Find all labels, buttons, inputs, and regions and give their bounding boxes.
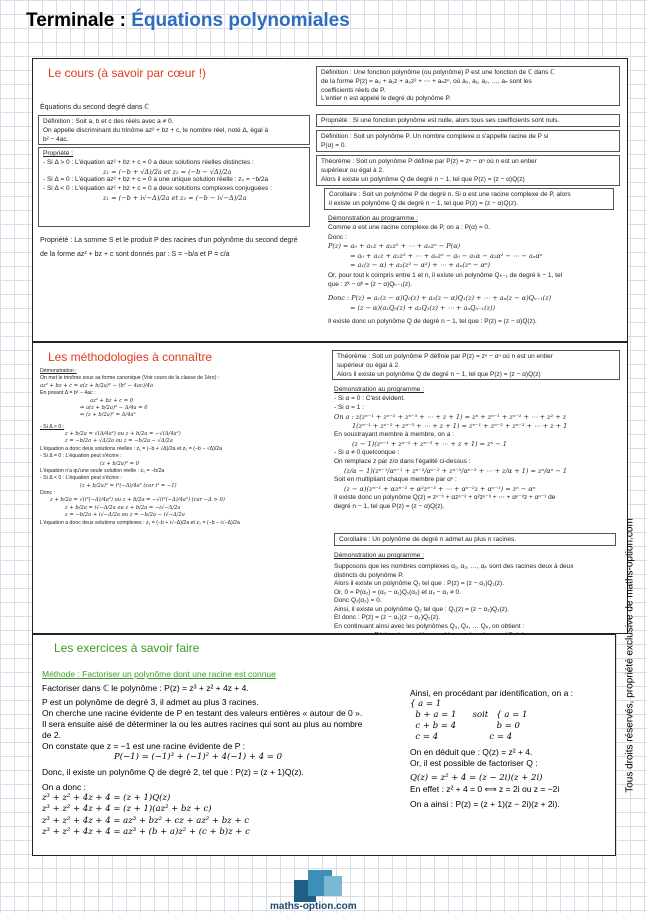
cours-heading: Le cours (à savoir par cœur !) — [48, 66, 207, 80]
methodo-demonstration-theoreme: Démonstration au programme : - Si α = 0 : C'est évident. - Si α = 1 : On a : z(zⁿ⁻¹ + zⁿ⁻² + zⁿ⁻³ + ⋯ + z + 1) = zⁿ + zⁿ⁻¹ + zⁿ⁻² + ⋯ + z² + z 1(zⁿ⁻¹ + zⁿ⁻² + zⁿ⁻³ + ⋯ + z + 1) = zⁿ⁻¹ + zⁿ⁻² + zⁿ⁻³ + ⋯ + z + 1 En soustrayant membre à membre, on a : (z − 1)(zⁿ⁻¹ + zⁿ⁻² + zⁿ⁻³ + ⋯ + z + 1) = zⁿ − 1 - Si α ≠ 0 quelconque : On remplace z par z/α dans l'égalité ci-dessus : (z/α − 1)(zⁿ⁻¹/αⁿ⁻¹ + zⁿ⁻²/αⁿ⁻² + zⁿ⁻³/αⁿ⁻³ + ⋯ + z/α + 1) = zⁿ/αⁿ − 1 Soit en multipliant chaque membre par αⁿ : (z − α)(zⁿ⁻¹ + αzⁿ⁻² + α²zⁿ⁻³ + ⋯ + αⁿ⁻²z + αⁿ⁻¹) = zⁿ − αⁿ Il existe donc un polynôme Q(z) = zⁿ⁻¹ + αzⁿ⁻² + α²zⁿ⁻³ + ⋯ + αⁿ⁻²z + αⁿ⁻¹ de degré n − 1, tel que P(z) = (z − α)Q(z). — [334, 386, 568, 510]
methodo-corollaire-box: Corollaire : Un polynôme de degré n admet au plus n racines. — [334, 533, 616, 546]
methodo-theoreme-box: Théorème : Soit un polynôme P définie par P(z) = zⁿ − αⁿ où n est un entier supérieur ou égal à 2. Alors il existe un polynôme Q de degré n − 1, tel que P(z) = (z − α)Q(z) — [332, 350, 620, 380]
page-title: Terminale : Équations polynomiales — [26, 10, 350, 31]
somme-produit-text: Propriété : La somme S et le produit P des racines d'un polynôme du second degré de la forme az² + bz + c sont donnés par : S = −b/a et P = c/a — [40, 237, 298, 259]
eq2-title: Équations du second degré dans ℂ — [40, 104, 150, 111]
propriete-polynome-nul-box: Propriété : Si une fonction polynôme est nulle, alors tous ses coefficients sont nuls. — [316, 114, 620, 127]
logo-text: maths-option.com — [270, 901, 357, 912]
demonstration-corollaire: Démonstration au programme : Comme α est une racine complexe de P, on a : P(α) = 0. Donc : P(z) = a₀ + a₁z + a₂z² + ⋯ + aₙzⁿ − P(α) = a₀ + a₁z + a₂z² + ⋯ + aₙzⁿ − a₀ − a₁α − a₂α² − ⋯ − aₙαⁿ = a₁(z − α) + a₂(z² − α²) + ⋯ + aₙ(zⁿ − αⁿ) Or, pour tout k compris entre 1 et n, il existe un polynôme Qₖ₋₁ de degré k − 1, tel que : zᵏ − αᵏ = (z − α)Qₖ₋₁(z). Donc : P(z) = a₁(z − α)Q₀(z) + a₂(z − α)Q₁(z) + ⋯ + aₙ(z − α)Qₙ₋₁(z) = (z − α)(a₁Q₀(z) + a₂Q₁(z) + ⋯ + aₙQₙ₋₁(z)) Il existe donc un polynôme Q de degré n − 1, tel que : P(z) = (z − α)Q(z). — [328, 215, 563, 326]
methode-title: Méthode : Factoriser un polynôme dont une racine est connue — [42, 669, 276, 679]
methodo-demonstration-corollaire: Démonstration au programme : Supposons que les nombres complexes α₁, α₂, …, αₚ sont des racines deux à deux distincts du polynôme P. Alors il existe un polynôme Q₁ tel que : P(z) = (z − α₁)Q₁(z). Or, 0 = P(α₂) = (α₂ − α₁)Q₁(α₂) et α₂ − α₁ ≠ 0. Donc Q₁(α₂) = 0. Ainsi, il existe un polynôme Q₂ tel que : Q₁(z) = (z − α₂)Q₂(z). Et donc : P(z) = (z − α₁)(z − α₂)Q₂(z). En continuant ainsi avec les polynômes Q₃, Q₄, … Qₚ, on obtient : — [334, 552, 574, 630]
definition-polynome-box: Définition : Une fonction polynôme (ou polynôme) P est une fonction de ℂ dans ℂ de la forme P(z) = a₀ + a₁z + a₂z² + ⋯ + aₙzⁿ, où a₀, a₁, a₂, …, aₙ sont les coefficients réels de P. L'entier n est appelé le degré du polynôme P. — [316, 66, 620, 106]
methodo-heading: Les méthodologies à connaître — [48, 350, 213, 364]
definition-racine-box: Définition : Soit un polynôme P. Un nombre complexe α s'appelle racine de P si P(α) = 0. — [316, 130, 620, 152]
corollaire-box: Corollaire : Soit un polynôme P de degré n. Si α est une racine complexe de P, alors il existe un polynôme Q de degré n − 1, tel que P(z) = (z − α)Q(z). — [324, 188, 614, 210]
theoreme-box: Théorème : Soit un polynôme P définie par P(z) = zⁿ − αⁿ où n est un entier supérieur ou égal à 2. Alors il existe un polynôme Q de degré n − 1, tel que P(z) = (z − α)Q(z) — [316, 155, 620, 186]
propriete-solutions-box: Propriété : - Si Δ > 0 : L'équation az² + bz + c = 0 a deux solutions réelles distinctes : z₁ = (−b + √Δ)/2a et z₂ = (−b − √Δ)/2a - Si Δ = 0 : L'équation az² + bz + c = 0 a une unique solution réelle : z₀ = −b/2a - Si Δ < 0 : L'équation az² + bz + c = 0 a deux solutions complexes conjuguées : z₁ = (−b + i√−Δ)/2a et z₂ = (−b − i√−Δ)/2a — [38, 147, 310, 227]
methodo-demonstration: Démonstration : On met le trinôme sous sa forme canonique (Voir cours de la classe de 1ère) : az² + bz + c = a(z + b/2a)² − (b² − 4ac)/4a En posant Δ = b² − 4ac : az² + bz + c = 0 ⇔ a(z + b/2a)² − Δ/4a = 0 ⇔ (z + b/2a)² = Δ/4a² - Si Δ > 0 : z + b/2a = √(Δ/4a²) ou z + b/2a = −√(Δ/4a²) z = −b/2a + √Δ/2a ou z = −b/2a − √Δ/2a L'équation a donc deux solutions réelles : z₁ = (−b + √Δ)/2a et z₂ = (−b − √Δ)/2a - Si Δ = 0 : L'équation peut s'écrire : (z + b/2a)² = 0 L'équation n'a qu'une seule solution réelle : z₀ = −b/2a - Si Δ < 0 : L'équation peut s'écrire : (z + b/2a)² = i²(−Δ)/4a² (car i² = −1) Donc : z + b/2a = √(i²(−Δ)/4a²) ou z + b/2a = −√(i²(−Δ)/4a²) (car −Δ > 0) z + b/2a = i√−Δ/2a ou z + b/2a = −i√−Δ/2a z = −b/2a + i√−Δ/2a ou z = −b/2a − i√−Δ/2a L'équation a donc deux solutions complexes : z₁ = (−b + i√−Δ)/2a et z₂ = (−b − i√−Δ)/2a — [40, 368, 240, 526]
exercice-right-column: Ainsi, en procédant par identification, on a : { a = 1 b + a = 1 soit { a = 1 c + b = 4 b = 0 c = 4 c = 4 On en déduit que : Q(z) = z² + 4. Or, il est possible de factoriser Q : Q(z) = z² + 4 = (z − 2i)(z + 2i) En effet : z² + 4 = 0 ⟺ z = 2i ou z = −2i On a ainsi : P(z) = (z + 1)(z − 2i)(z + 2i). — [410, 688, 574, 810]
exercice-left-column: Factoriser dans ℂ le polynôme : P(z) = z³ + z² + 4z + 4. P est un polynôme de degré 3, il admet au plus 3 racines. On cherche une racine évidente de P en testant des valeurs entières « autour de 0 ». Il sera ensuite aisé de déterminer la ou les autres racines qui sont au plus au nombre de 2. On constate que z = −1 est une racine évidente de P : P(−1) = (−1)³ + (−1)² + 4(−1) + 4 = 0 Donc, il existe un polynôme Q de degré 2, tel que : P(z) = (z + 1)Q(z). On a donc : z³ + z² + 4z + 4 = (z + 1)Q(z) z³ + z² + 4z + 4 = (z + 1)(az² + bz + c) z³ + z² + 4z + 4 = az³ + bz² + cz + az² + bz + c z³ + z² + 4z + 4 = az³ + (b + a)z² + (c + b)z + c — [42, 683, 363, 837]
copyright-vertical-text: Tous droits réservés, propriété exclusive de maths-option.com — [624, 518, 636, 793]
definition-discriminant-box: Définition : Soit a, b et c des réels avec a ≠ 0. On appelle discriminant du trinôme az² + bz + c, le nombre réel, noté Δ, égal à b² − 4ac. — [38, 115, 310, 145]
exercices-heading: Les exercices à savoir faire — [54, 641, 200, 655]
